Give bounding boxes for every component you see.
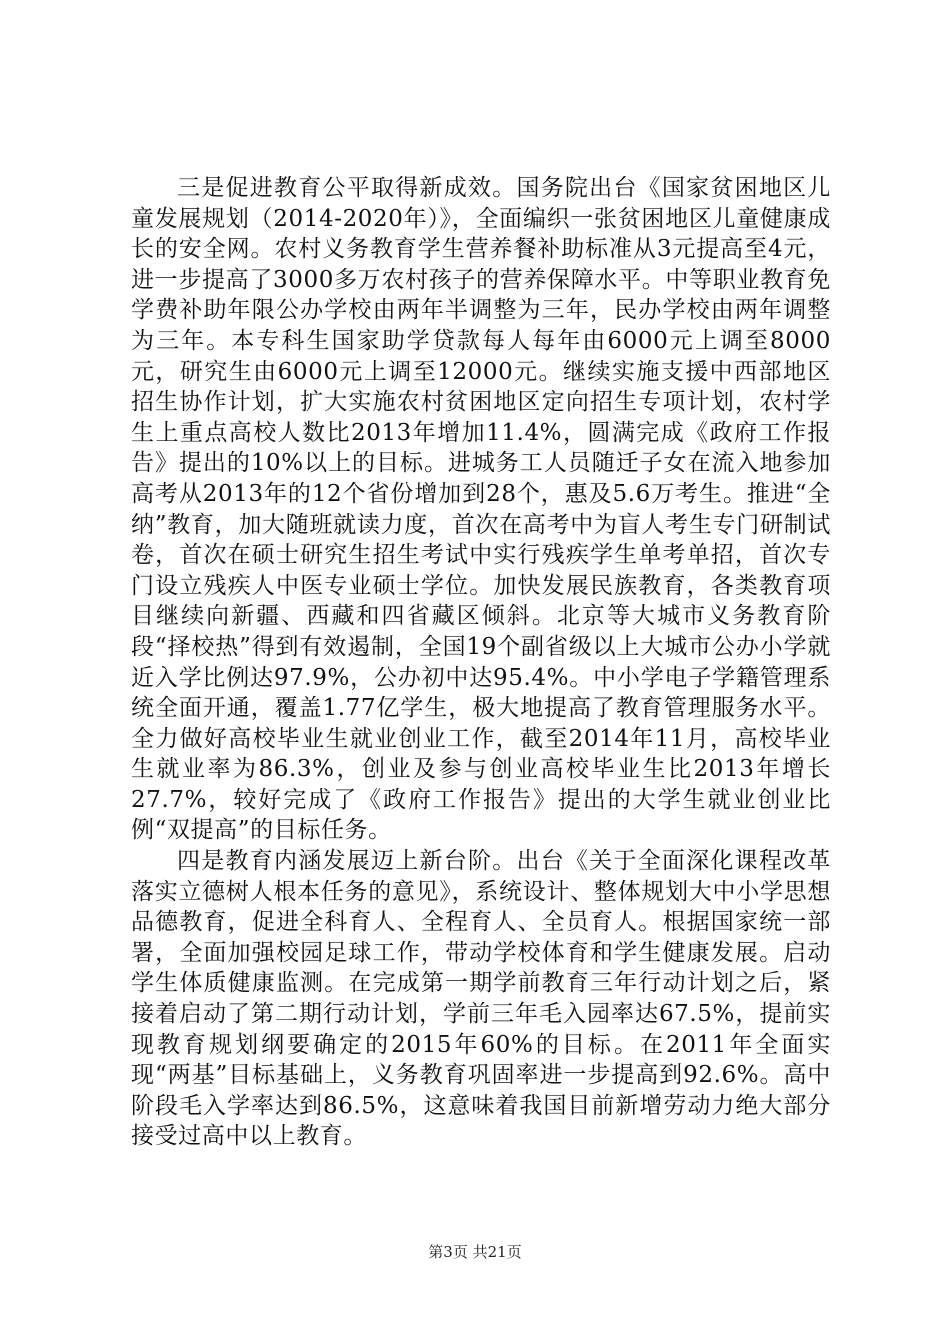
page-number-footer: 第3页 共21页 <box>428 1243 522 1261</box>
document-body <box>131 173 831 1152</box>
paragraph-education-development: 四是教育内涵发展迈上新台阶。出台《关于全面深化课程改革落实立德树人根本任务的意见》，系统设计、整体规划大中小学思想品德教育，促进全科育人、全程育人、全员育人。根据国家统一部署，全面加强校园足球工作，带动学校体育和学生健康发展。启动学生体质健康监测。在完成第一期学前教育三年行动计划之后，紧接着启动了第二期行动计划，学前三年毛入园率达67.5%，提前实现教育规划纲要确定的2015年60%的目标。在2011年全面实现“两基”目标基础上，义务教育巩固率进一步提高到92.6%。高中阶段毛入学率达到86.5%，这意味着我国目前新增劳动力绝大部分接受过高中以上教育。 <box>131 848 831 1150</box>
paragraph-education-equity: 三是促进教育公平取得新成效。国务院出台《国家贫困地区儿童发展规划（2014-2020年）》，全面编织一张贫困地区儿童健康成长的安全网。农村义务教育学生营养餐补助标准从3元提高至4元，进一步提高了3000多万农村孩子的营养保障水平。中等职业教育免学费补助年限公办学校由两年半调整为三年，民办学校由两年调整为三年。本专科生国家助学贷款每人每年由6000元上调至8000元，研究生由6000元上调至12000元。继续实施支援中西部地区招生协作计划，扩大实施农村贫困地区定向招生专项计划，农村学生上重点高校人数比2013年增加11.4%，圆满完成《政府工作报告》提出的10%以上的目标。进城务工人员随迁子女在流入地参加高考从2013年的12个省份增加到28个，惠及5.6万考生。推进“全纳”教育，加大随班就读力度，首次在高考中为盲人考生专门研制试卷，首次在硕士研究生招生考试中实行残疾学生单考单招，首次专门设立残疾人中医专业硕士学位。加快发展民族教育，各类教育项目继续向新疆、西藏和四省藏区倾斜。北京等大城市义务教育阶段“择校热”得到有效遏制，全国19个副省级以上大城市公办小学就近入学比例达97.9%，公办初中达95.4%。中小学电子学籍管理系统全面开通，覆盖1.77亿学生，极大地提高了教育管理服务水平。全力做好高校毕业生就业创业工作，截至2014年11月，高校毕业生就业率为86.3%，创业及参与创业高校毕业生比2013年增长27.7%，较好完成了《政府工作报告》提出的大学生就业创业比例“双提高”的目标任务。 <box>131 175 831 844</box>
